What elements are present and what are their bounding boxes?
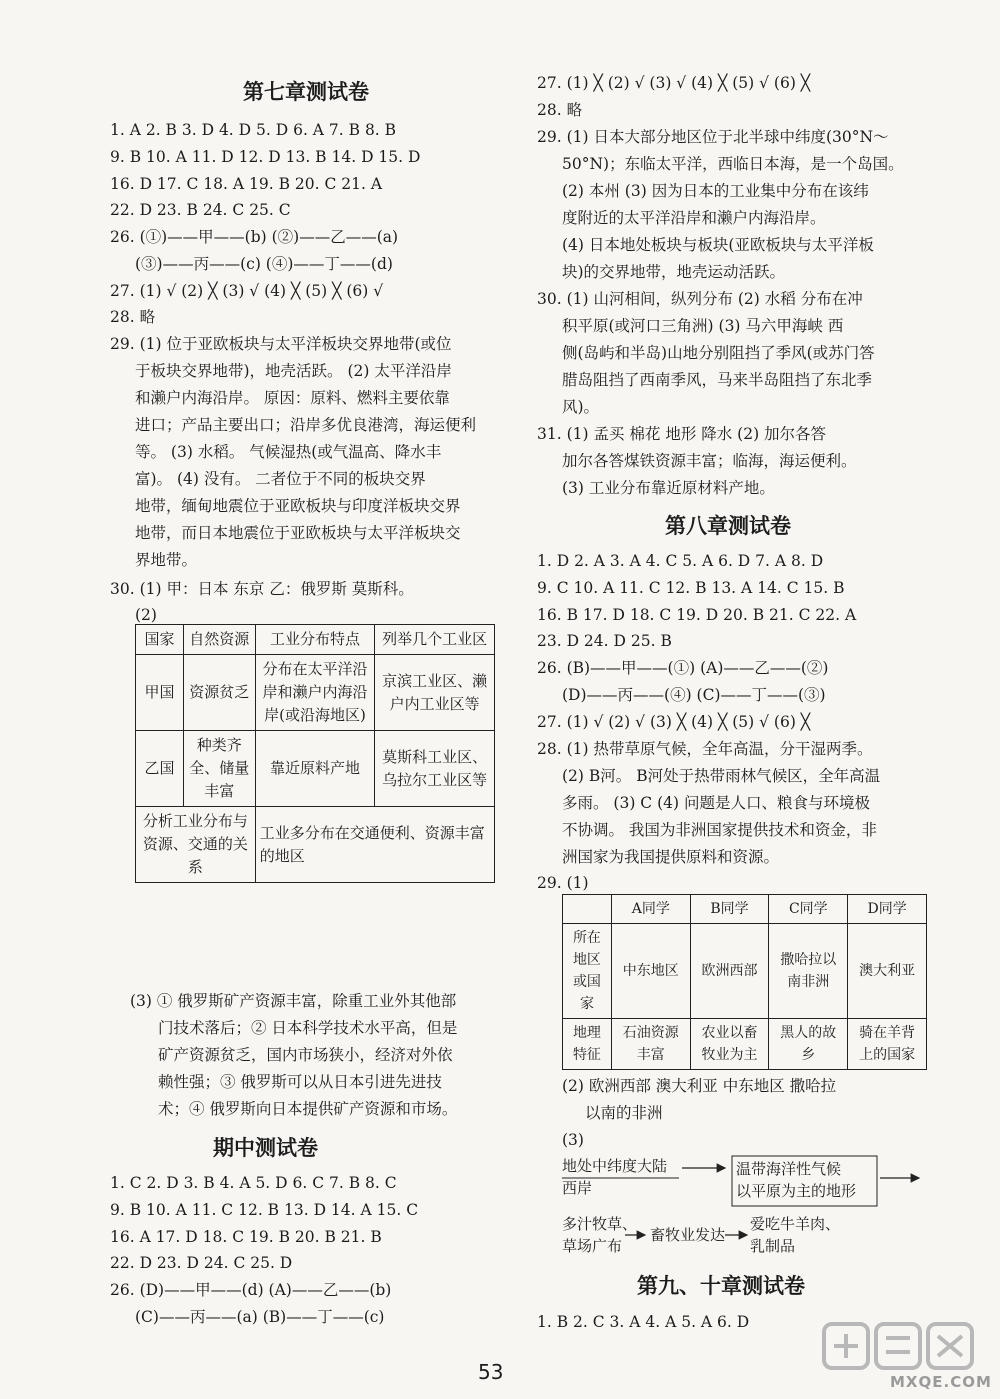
rt-line: 29. (1) 日本大部分地区位于北半球中纬度(30°N～	[537, 128, 889, 146]
flow-mid-line1: 温带海洋性气候	[736, 1160, 842, 1178]
midterm-line: 9. B 10. A 11. C 12. B 13. D 14. A 15. C	[110, 1201, 419, 1219]
ch8-answer2-line: 以南的非洲	[585, 1104, 663, 1122]
page-number: 53	[478, 1360, 504, 1384]
ch7-line: 16. D 17. C 18. A 19. B 20. C 21. A	[110, 175, 383, 193]
midterm-title: 期中测试卷	[213, 1136, 318, 1160]
ch8-line: 29. (1)	[537, 874, 589, 892]
ch8-answer2-line: (2) 欧洲西部 澳大利亚 中东地区 撒哈拉	[562, 1077, 837, 1095]
ch7-line: (2)	[135, 606, 157, 624]
ch8-line: 23. D 24. D 25. B	[537, 632, 672, 650]
table-row	[136, 655, 495, 731]
rt-line: 30. (1) 山河相间，纵列分布 (2) 水稻 分布在冲	[537, 290, 863, 308]
ch8-line: 不协调。 我国为非洲国家提供技术和资金，非	[562, 821, 877, 839]
ch910-title: 第九、十章测试卷	[637, 1274, 805, 1298]
ch7-tail-line: 术；④ 俄罗斯向日本提供矿产资源和市场。	[158, 1100, 458, 1118]
ch8-line: 9. C 10. A 11. C 12. B 13. A 14. C 15. B	[537, 579, 845, 597]
flow-mid-line2: 以平原为主的地形	[736, 1182, 857, 1200]
ch8-line: (D)——丙——(④) (C)——丁——(③)	[562, 686, 826, 704]
rt-line: 27. (1) ╳ (2) √ (3) √ (4) ╳ (5) √ (6) ╳	[537, 74, 811, 92]
ch7-line: 26. (①)——甲——(b) (②)——乙——(a)	[110, 228, 399, 246]
ch7-line: 富)。 (4) 没有。 二者位于不同的板块交界	[135, 470, 426, 488]
midterm-line: 22. D 23. D 24. C 25. D	[110, 1254, 293, 1272]
flow-center: 畜牧业发达	[650, 1226, 726, 1244]
table-cell: 骑在羊背上的国家	[848, 1019, 927, 1070]
table-row	[136, 807, 495, 883]
ch7-line: 地带，而日本地震位于亚欧板块与太平洋板块交	[135, 524, 461, 542]
flow-mid	[736, 1158, 856, 1202]
rt-line: (2) 本州 (3) 因为日本的工业集中分布在该纬	[562, 182, 869, 200]
table-header: 工业分布特点	[255, 625, 375, 655]
ch7-tail-line: 门技术落后；② 日本科学技术水平高，但是	[158, 1019, 458, 1037]
rt-line: 31. (1) 孟买 棉花 地形 降水 (2) 加尔各答	[537, 425, 827, 443]
table-header: B同学	[690, 895, 769, 924]
table-cell: 黑人的故乡	[769, 1019, 848, 1070]
ch8-line: 27. (1) √ (2) √ (3) ╳ (4) ╳ (5) √ (6) ╳	[537, 713, 811, 731]
table-cell: 澳大利亚	[848, 924, 927, 1019]
table-header: D同学	[848, 895, 927, 924]
ch7-line: 29. (1) 位于亚欧板块与太平洋板块交界地带(或位	[110, 335, 452, 353]
table-header: A同学	[611, 895, 690, 924]
table-cell: 资源贫乏	[183, 655, 255, 731]
rt-line: 50°N)；东临太平洋，西临日本海，是一个岛国。	[562, 155, 904, 173]
ch7-line: 1. A 2. B 3. D 4. D 5. D 6. A 7. B 8. B	[110, 121, 397, 139]
flow-left	[562, 1213, 637, 1257]
table-cell: 所在地区或国家	[563, 924, 612, 1019]
table-cell: 分布在太平洋沿岸和濑户内海沿岸(或沿海地区)	[255, 655, 375, 731]
table-cell: 种类齐全、储量丰富	[183, 731, 255, 807]
ch7-line: 等。 (3) 水稻。 气候湿热(或气温高、降水丰	[135, 443, 442, 461]
table-header: C同学	[769, 895, 848, 924]
ch7-tail-line: 矿产资源贫乏，国内市场狭小，经济对外依	[158, 1046, 453, 1064]
table-cell: 靠近原料产地	[255, 731, 375, 807]
ch7-line: (③)——丙——(c) (④)——丁——(d)	[135, 255, 393, 273]
table-cell: 工业多分布在交通便利、资源丰富的地区	[255, 807, 494, 883]
ch7-line: 30. (1) 甲：日本 东京 乙：俄罗斯 莫斯科。	[110, 580, 414, 598]
table-header: 国家	[136, 625, 184, 655]
table-cell: 撒哈拉以南非洲	[769, 924, 848, 1019]
ch7-line: 于板块交界地带)，地壳活跃。 (2) 太平洋沿岸	[135, 362, 452, 380]
ch7-industry-table	[135, 624, 495, 883]
table-cell: 地理特征	[563, 1019, 612, 1070]
ch8-title: 第八章测试卷	[665, 514, 791, 538]
ch7-line: 28. 略	[110, 308, 156, 326]
table-cell: 中东地区	[611, 924, 690, 1019]
ch7-line: 22. D 23. B 24. C 25. C	[110, 201, 291, 219]
flow-end-line2: 乳制品	[750, 1237, 796, 1255]
rt-line: 加尔各答煤铁资源丰富；临海，海运便利。	[562, 452, 857, 470]
flow-left-line1: 多汁牧草、	[562, 1215, 638, 1233]
rt-line: 28. 略	[537, 101, 583, 119]
ch8-line: 1. D 2. A 3. A 4. C 5. A 6. D 7. A 8. D	[537, 552, 824, 570]
midterm-line: 16. A 17. D 18. C 19. B 20. B 21. B	[110, 1228, 382, 1246]
table-cell: 甲国	[136, 655, 184, 731]
ch8-line: (2) B河。 B河处于热带雨林气候区，全年高温	[562, 767, 881, 785]
table-row	[136, 731, 495, 807]
midterm-line: 1. C 2. D 3. B 4. A 5. D 6. C 7. B 8. C	[110, 1174, 397, 1192]
table-cell: 莫斯科工业区、乌拉尔工业区等	[375, 731, 495, 807]
table-cell: 分析工业分布与资源、交通的关系	[136, 807, 256, 883]
ch7-title: 第七章测试卷	[243, 80, 369, 104]
table-cell: 石油资源丰富	[611, 1019, 690, 1070]
rt-line: 腊岛阻挡了西南季风，马来半岛阻挡了东北季	[562, 371, 873, 389]
midterm-line: (C)——丙——(a) (B)——丁——(c)	[135, 1308, 385, 1326]
rt-line: (4) 日本地处板块与板块(亚欧板块与太平洋板	[562, 236, 874, 254]
rt-line: 侧(岛屿和半岛)山地分别阻挡了季风(或苏门答	[562, 344, 875, 362]
ch8-q3-label: (3)	[562, 1131, 584, 1149]
flow-start-line2: 西岸	[562, 1179, 593, 1197]
table-cell: 乙国	[136, 731, 184, 807]
ch7-line: 界地带。	[135, 551, 198, 569]
rt-line: 块)的交界地带，地壳运动活跃。	[562, 263, 786, 281]
rt-line: (3) 工业分布靠近原材料产地。	[562, 479, 775, 497]
ch7-line: 27. (1) √ (2) ╳ (3) √ (4) ╳ (5) ╳ (6) √	[110, 282, 384, 300]
ch8-line: 洲国家为我国提供原料和资源。	[562, 848, 780, 866]
watermark-text: MXQE.COM	[890, 1373, 992, 1391]
ch7-tail-line: 赖性强；③ 俄罗斯可以从日本引进先进技	[158, 1073, 442, 1091]
ch7-line: 和濑户内海沿岸。 原因：原料、燃料主要依靠	[135, 389, 450, 407]
ch8-line: 28. (1) 热带草原气候，全年高温，分干湿两季。	[537, 740, 873, 758]
flow-left-line2: 草场广布	[562, 1237, 623, 1255]
rt-line: 度附近的太平洋沿岸和濑户内海沿岸。	[562, 209, 826, 227]
midterm-line: 26. (D)——甲——(d) (A)——乙——(b)	[110, 1281, 392, 1299]
flow-start-line1: 地处中纬度大陆	[562, 1157, 668, 1175]
table-header: 自然资源	[183, 625, 255, 655]
ch8-line: 多雨。 (3) C (4) 问题是人口、粮食与环境极	[562, 794, 870, 812]
ch910-line: 1. B 2. C 3. A 4. A 5. A 6. D	[537, 1313, 750, 1331]
rt-line: 风)。	[562, 398, 600, 416]
table-header-row	[136, 625, 495, 655]
ch8-line: 16. B 17. D 18. C 19. D 20. B 21. C 22. A	[537, 606, 857, 624]
ch7-line: 地带，缅甸地震位于亚欧板块与印度洋板块交界	[135, 497, 461, 515]
table-header: 列举几个工业区	[375, 625, 495, 655]
ch7-line: 9. B 10. A 11. D 12. D 13. B 14. D 15. D	[110, 148, 421, 166]
table-cell: 农业以畜牧业为主	[690, 1019, 769, 1070]
flow-end-line1: 爱吃牛羊肉、	[750, 1215, 841, 1233]
ch7-line: 进口；产品主要出口；沿岸多优良港湾，海运便利	[135, 416, 477, 434]
ch8-line: 26. (B)——甲——(①) (A)——乙——(②)	[537, 659, 829, 677]
rt-line: 积平原(或河口三角洲) (3) 马六甲海峡 西	[562, 317, 844, 335]
flow-end	[750, 1213, 840, 1257]
ch7-tail-line: (3) ① 俄罗斯矿产资源丰富，除重工业外其他部	[130, 992, 457, 1010]
table-cell: 欧洲西部	[690, 924, 769, 1019]
table-cell: 京滨工业区、濑户内工业区等	[375, 655, 495, 731]
